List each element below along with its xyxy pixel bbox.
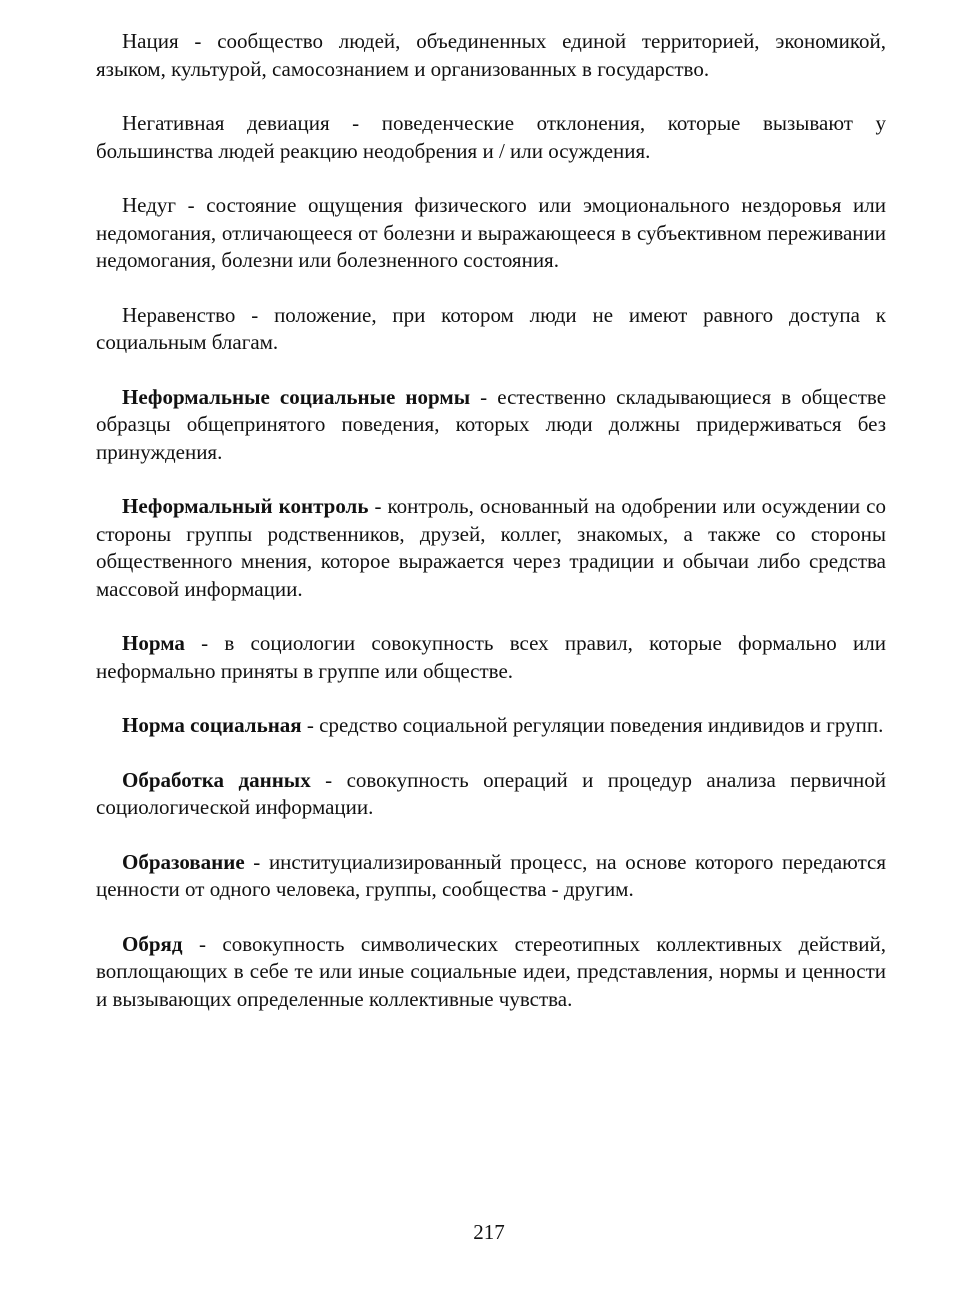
entry-term: Неравенство	[122, 302, 236, 327]
glossary-entry-negativnaya-deviatsiya	[96, 110, 886, 165]
entry-separator: -	[470, 384, 498, 409]
entry-definition: положение, при котором люди не имеют равного доступа к социальным благам.	[96, 302, 886, 354]
glossary-entry-neravenstvo	[96, 302, 886, 357]
glossary-entry-nedug	[96, 192, 886, 275]
entry-term: Норма	[122, 631, 185, 655]
entry-term: Негативная девиация	[122, 111, 330, 135]
entry-separator: -	[176, 193, 207, 217]
entry-term: Неформальные социальные нормы	[122, 384, 471, 409]
entry-definition: естественно складывающиеся в обществе образцы общепринятого поведения, которых люди должны придерживаться без принуждения.	[96, 384, 887, 464]
entry-term: Норма социальная	[122, 713, 302, 737]
entry-definition: состояние ощущения физического или эмоционального нездоровья или недомогания, отличающееся от болезни и выражающееся в субъективном переживании недомогания, болезни или болезненного состояния.	[96, 193, 886, 272]
entry-definition: в социологии совокупность всех правил, которые формально или неформально приняты в группе или обществе.	[96, 631, 886, 683]
glossary-entry-norma-sotsialnaya	[96, 712, 886, 740]
entry-separator: -	[329, 111, 382, 135]
entry-definition: средство социальной регуляции поведения индивидов и групп.	[319, 713, 884, 737]
entry-term: Недуг	[122, 193, 177, 217]
entry-definition: совокупность символических стереотипных коллективных действий, воплощающих в себе те или иные социальные идеи, представления, нормы и ценности и вызывающих определенные коллективные чувства.	[96, 931, 887, 1011]
entry-term: Нация	[122, 29, 179, 53]
glossary-entry-obryad	[96, 931, 886, 1014]
entry-separator: -	[310, 767, 347, 792]
entry-term: Образование	[122, 849, 245, 874]
entry-separator: -	[244, 849, 269, 874]
entry-definition: институциализированный процесс, на основе которого передаются ценности от одного человека, группы, сообщества - другим.	[96, 849, 886, 901]
entry-separator: -	[235, 302, 275, 327]
entry-separator: -	[368, 494, 388, 518]
entry-definition: совокупность операций и процедур анализа первичной социологической информации.	[96, 767, 886, 819]
glossary-entry-neformalnye-normy	[96, 384, 886, 467]
glossary-entry-natsiya	[96, 28, 886, 83]
entry-separator: -	[301, 713, 320, 737]
glossary-page	[96, 28, 886, 1040]
entry-separator: -	[178, 29, 218, 53]
page-number: 217	[473, 1220, 505, 1244]
entry-definition: поведенческие отклонения, которые вызывают у большинства людей реакцию неодобрения и / или осуждения.	[96, 111, 886, 163]
glossary-entry-norma	[96, 630, 886, 685]
entry-separator: -	[182, 931, 223, 956]
entry-definition: контроль, основанный на одобрении или осуждении со стороны группы родственников, друзей, коллег, знакомых, а также со стороны общественного мнения, которое выражается через традиции и обычаи либо средства массовой информации.	[96, 494, 886, 601]
entry-term: Обработка данных	[122, 767, 311, 792]
entry-term: Обряд	[122, 931, 183, 956]
entry-term: Неформальный контроль	[122, 494, 369, 518]
glossary-entry-obrazovanie	[96, 849, 886, 904]
entry-definition: сообщество людей, объединенных единой территорией, экономикой, языком, культурой, самосознанием и организованных в государство.	[96, 29, 886, 81]
entry-separator: -	[184, 631, 225, 655]
glossary-entry-neformalnyi-kontrol	[96, 493, 886, 603]
glossary-entry-obrabotka-dannykh	[96, 767, 886, 822]
